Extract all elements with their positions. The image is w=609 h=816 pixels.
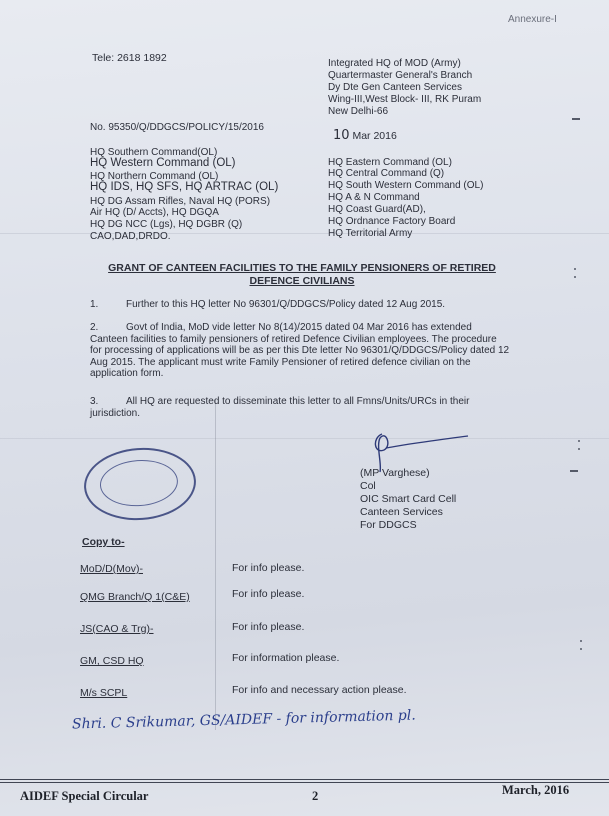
addressee-left: HQ IDS, HQ SFS, HQ ARTRAC (OL) xyxy=(90,181,279,193)
annexure-label: Annexure-I xyxy=(508,14,557,25)
addressee-right: HQ Ordnance Factory Board xyxy=(328,216,456,227)
official-seal xyxy=(82,444,199,524)
copy-action: For info please. xyxy=(232,562,305,574)
handwritten-note: Shri. C Srikumar, GS/AIDEF - for information pl. xyxy=(71,707,416,733)
signer-unit: Canteen Services xyxy=(360,506,443,518)
margin-mark xyxy=(570,470,578,472)
margin-mark xyxy=(574,276,576,278)
addressee-right: HQ Territorial Army xyxy=(328,228,413,239)
addressee-right: HQ Coast Guard(AD), xyxy=(328,204,426,215)
paragraph-number: 3. xyxy=(90,396,99,407)
addressee-right: HQ Central Command (Q) xyxy=(328,168,445,179)
reference-number: No. 95350/Q/DDGCS/POLICY/15/2016 xyxy=(90,122,264,133)
address-line: Wing-III,West Block- III, RK Puram xyxy=(328,94,482,105)
addressee-left: Air HQ (D/ Accts), HQ DGQA xyxy=(90,207,219,218)
copy-recipient: M/s SCPL xyxy=(80,687,128,699)
address-line: Quartermaster General's Branch xyxy=(328,70,473,81)
addressee-left: HQ DG Assam Rifles, Naval HQ (PORS) xyxy=(90,196,271,207)
subject-heading xyxy=(92,262,512,288)
margin-mark xyxy=(578,448,580,450)
margin-mark xyxy=(572,118,580,120)
footer-date: March, 2016 xyxy=(502,783,570,797)
letter-date xyxy=(333,130,397,142)
copy-action: For info please. xyxy=(232,588,305,600)
addressee-right: HQ A & N Command xyxy=(328,192,420,203)
paragraph-text: All HQ are requested to disseminate this letter to all Fmns/Units/URCs in their jurisdiction. xyxy=(90,396,470,419)
copy-recipient: GM, CSD HQ xyxy=(80,655,144,667)
paper-fold xyxy=(0,438,609,439)
telephone-number: Tele: 2618 1892 xyxy=(92,52,167,64)
address-line: Integrated HQ of MOD (Army) xyxy=(328,58,461,69)
addressee-right: HQ South Western Command (OL) xyxy=(328,180,484,191)
address-line: Dy Dte Gen Canteen Services xyxy=(328,82,462,93)
copy-recipient: QMG Branch/Q 1(C&E) xyxy=(80,591,190,603)
paragraph-3 xyxy=(90,396,510,419)
paper-fold xyxy=(215,400,216,730)
signer-for: For DDGCS xyxy=(360,519,417,531)
footer-publication: AIDEF Special Circular xyxy=(20,789,149,803)
copy-action: For information please. xyxy=(232,652,340,664)
date-month-year: Mar 2016 xyxy=(352,130,397,142)
footer-rule xyxy=(0,779,609,780)
addressee-right: HQ Eastern Command (OL) xyxy=(328,157,452,168)
addressee-left: HQ Northern Command (OL) xyxy=(90,171,219,182)
paragraph-2 xyxy=(90,322,510,380)
addressee-left: HQ DG NCC (Lgs), HQ DGBR (Q) xyxy=(90,219,243,230)
margin-mark xyxy=(578,440,580,442)
copy-recipient: MoD/D(Mov)- xyxy=(80,563,143,575)
copy-to-label: Copy to- xyxy=(82,536,125,548)
subject-line: DEFENCE CIVILIANS xyxy=(249,275,355,287)
margin-mark xyxy=(574,268,576,270)
paragraph-1 xyxy=(90,299,510,311)
addressee-left: HQ Southern Command(OL) xyxy=(90,147,218,158)
paragraph-text: Govt of India, MoD vide letter No 8(14)/2015 dated 04 Mar 2016 has extended Canteen facilities to family pensioners of retired Defence Civilian employees. The procedure for processing of applications will be as per this Dte letter No 96301/Q/DDGCS/Policy dated 12 Aug 2015. The applicant must write Family Pensioner of retired defence civilian on the application form. xyxy=(90,322,510,379)
footer-page-number: 2 xyxy=(312,789,319,803)
margin-mark xyxy=(580,640,582,642)
copy-action: For info please. xyxy=(232,621,305,633)
addressee-left: HQ Western Command (OL) xyxy=(90,157,236,169)
date-day: 10 xyxy=(333,128,350,143)
paragraph-number: 2. xyxy=(90,322,99,333)
signer-designation: OIC Smart Card Cell xyxy=(360,493,457,505)
subject-line: GRANT OF CANTEEN FACILITIES TO THE FAMILY PENSIONERS OF RETIRED xyxy=(108,262,496,274)
paragraph-number: 1. xyxy=(90,299,99,310)
addressee-left: CAO,DAD,DRDO. xyxy=(90,231,171,242)
seal-inner-ring xyxy=(98,457,179,508)
signer-rank: Col xyxy=(360,480,376,492)
signer-name: (MP Varghese) xyxy=(360,467,430,479)
copy-action: For info and necessary action please. xyxy=(232,684,407,696)
copy-recipient: JS(CAO & Trg)- xyxy=(80,623,154,635)
address-line: New Delhi-66 xyxy=(328,106,389,117)
margin-mark xyxy=(580,648,582,650)
paragraph-text: Further to this HQ letter No 96301/Q/DDGCS/Policy dated 12 Aug 2015. xyxy=(126,299,446,310)
